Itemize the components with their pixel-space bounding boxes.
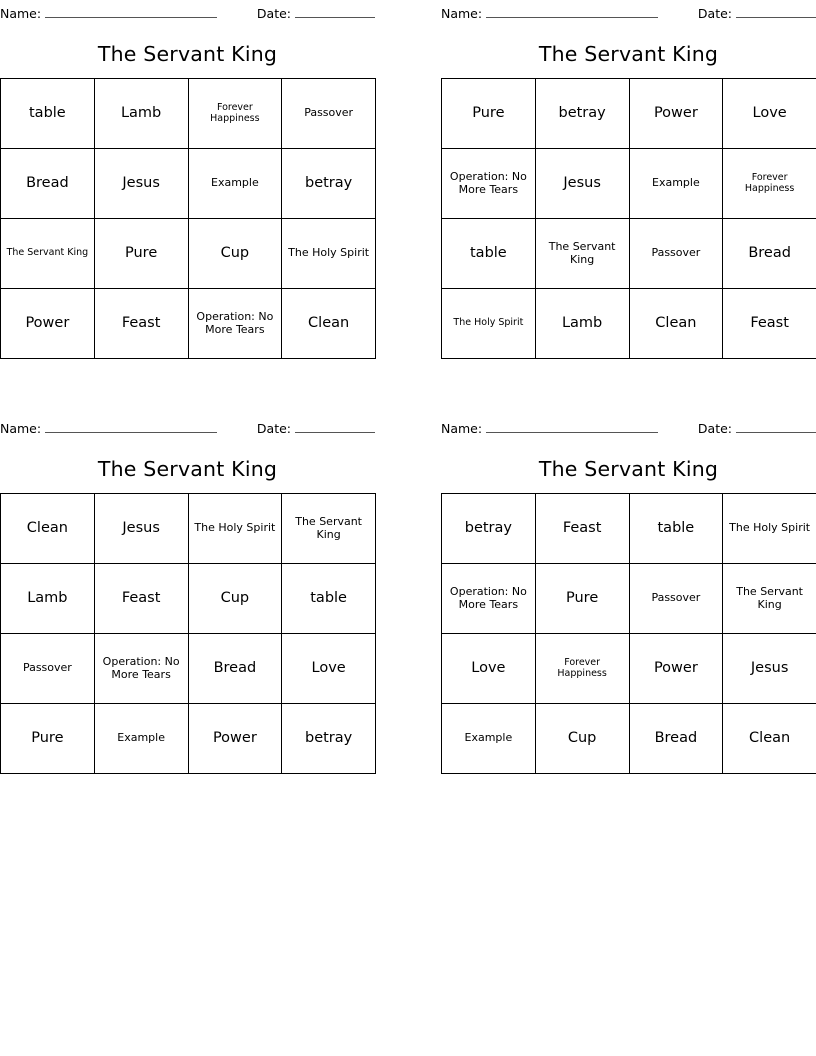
bingo-cell[interactable]: Bread — [188, 634, 282, 704]
date-field[interactable] — [257, 6, 375, 21]
name-label: Name: — [0, 6, 42, 21]
bingo-cell[interactable]: Pure — [535, 564, 629, 634]
bingo-cell[interactable]: Lamb — [1, 564, 95, 634]
bingo-row — [442, 219, 816, 289]
name-write-line[interactable] — [45, 6, 217, 18]
bingo-cell[interactable]: Pure — [442, 79, 536, 149]
bingo-cell[interactable]: The Holy Spirit — [282, 219, 376, 289]
name-label: Name: — [441, 6, 483, 21]
bingo-cell[interactable]: Operation: No More Tears — [94, 634, 188, 704]
bingo-cell[interactable]: Love — [282, 634, 376, 704]
bingo-cell[interactable]: Power — [629, 634, 723, 704]
bingo-cell[interactable]: Bread — [723, 219, 816, 289]
bingo-cell[interactable]: Jesus — [94, 149, 188, 219]
bingo-cell[interactable]: Cup — [535, 704, 629, 774]
bingo-grid — [0, 78, 376, 359]
bingo-cell[interactable]: The Holy Spirit — [442, 289, 536, 359]
name-label: Name: — [441, 421, 483, 436]
date-label: Date: — [697, 6, 732, 21]
bingo-row — [1, 289, 376, 359]
card-title: The Servant King — [538, 42, 719, 66]
bingo-cell[interactable]: The Servant King — [282, 494, 376, 564]
date-field[interactable] — [257, 421, 375, 436]
bingo-cell[interactable]: Clean — [629, 289, 723, 359]
bingo-card — [0, 415, 408, 774]
bingo-cell[interactable]: Power — [629, 79, 723, 149]
bingo-cell[interactable]: table — [282, 564, 376, 634]
bingo-cell[interactable]: Pure — [94, 219, 188, 289]
bingo-cell[interactable]: table — [1, 79, 95, 149]
bingo-cell[interactable]: Feast — [94, 564, 188, 634]
bingo-cell[interactable]: Jesus — [723, 634, 816, 704]
bingo-row — [1, 494, 376, 564]
bingo-cell[interactable]: The Holy Spirit — [188, 494, 282, 564]
date-field[interactable] — [698, 421, 816, 436]
bingo-cell[interactable]: The Holy Spirit — [723, 494, 816, 564]
bingo-cell[interactable]: Lamb — [535, 289, 629, 359]
bingo-cell[interactable]: Example — [629, 149, 723, 219]
bingo-cell[interactable]: betray — [282, 704, 376, 774]
bingo-row — [1, 149, 376, 219]
card-title: The Servant King — [97, 457, 278, 481]
bingo-cell[interactable]: Forever Happiness — [723, 149, 816, 219]
bingo-cell[interactable]: Clean — [1, 494, 95, 564]
bingo-cell[interactable]: Pure — [1, 704, 95, 774]
bingo-cell[interactable]: Passover — [282, 79, 376, 149]
bingo-row — [442, 289, 816, 359]
name-write-line[interactable] — [486, 6, 658, 18]
bingo-cell[interactable]: Clean — [282, 289, 376, 359]
bingo-cell[interactable]: Jesus — [94, 494, 188, 564]
date-label: Date: — [256, 6, 291, 21]
bingo-card — [408, 415, 816, 774]
name-field[interactable] — [441, 421, 658, 436]
bingo-cell[interactable]: Feast — [535, 494, 629, 564]
bingo-cell[interactable]: Operation: No More Tears — [188, 289, 282, 359]
bingo-cell[interactable]: Power — [1, 289, 95, 359]
date-label: Date: — [256, 421, 291, 436]
bingo-row — [1, 634, 376, 704]
name-field[interactable] — [0, 6, 217, 21]
bingo-cell[interactable]: Passover — [629, 564, 723, 634]
bingo-row — [442, 79, 816, 149]
bingo-cell[interactable]: The Servant King — [535, 219, 629, 289]
name-write-line[interactable] — [45, 421, 217, 433]
bingo-cell[interactable]: The Servant King — [1, 219, 95, 289]
bingo-card — [0, 0, 408, 359]
bingo-cell[interactable]: Love — [723, 79, 816, 149]
date-write-line[interactable] — [736, 421, 816, 433]
bingo-row — [1, 79, 376, 149]
bingo-cell[interactable]: Forever Happiness — [535, 634, 629, 704]
name-field[interactable] — [0, 421, 217, 436]
bingo-cell[interactable]: Cup — [188, 219, 282, 289]
bingo-row — [1, 564, 376, 634]
bingo-grid — [0, 493, 376, 774]
bingo-cell[interactable]: Power — [188, 704, 282, 774]
bingo-cell[interactable]: Example — [188, 149, 282, 219]
bingo-row — [1, 704, 376, 774]
bingo-row — [442, 704, 816, 774]
date-write-line[interactable] — [736, 6, 816, 18]
bingo-cell[interactable]: betray — [535, 79, 629, 149]
bingo-cell[interactable]: Forever Happiness — [188, 79, 282, 149]
bingo-cell[interactable]: The Servant King — [723, 564, 816, 634]
date-label: Date: — [697, 421, 732, 436]
bingo-cell[interactable]: Lamb — [94, 79, 188, 149]
bingo-cell[interactable]: table — [629, 494, 723, 564]
bingo-cell[interactable]: Operation: No More Tears — [442, 149, 536, 219]
bingo-row — [442, 564, 816, 634]
bingo-cell[interactable]: table — [442, 219, 536, 289]
student-info-row — [441, 0, 816, 21]
bingo-cell[interactable]: Example — [94, 704, 188, 774]
bingo-cell[interactable]: Love — [442, 634, 536, 704]
bingo-cell[interactable]: Jesus — [535, 149, 629, 219]
name-write-line[interactable] — [486, 421, 658, 433]
card-title: The Servant King — [538, 457, 719, 481]
name-field[interactable] — [441, 6, 658, 21]
bingo-cell[interactable]: betray — [282, 149, 376, 219]
bingo-cell[interactable]: Operation: No More Tears — [442, 564, 536, 634]
bingo-grid — [441, 78, 816, 359]
card-row-spacer — [0, 359, 816, 415]
bingo-row — [442, 494, 816, 564]
name-label: Name: — [0, 421, 42, 436]
bingo-cell[interactable]: Cup — [188, 564, 282, 634]
date-write-line[interactable] — [295, 421, 375, 433]
date-field[interactable] — [698, 6, 816, 21]
bingo-cell[interactable]: Passover — [1, 634, 95, 704]
student-info-row — [0, 0, 375, 21]
bingo-row — [1, 219, 376, 289]
bingo-row — [442, 149, 816, 219]
bingo-cell[interactable]: Passover — [629, 219, 723, 289]
bingo-card — [408, 0, 816, 359]
bingo-cell[interactable]: Bread — [1, 149, 95, 219]
bingo-cell[interactable]: Example — [442, 704, 536, 774]
bingo-cell[interactable]: Clean — [723, 704, 816, 774]
bingo-cell[interactable]: Feast — [723, 289, 816, 359]
student-info-row — [0, 415, 375, 436]
card-title: The Servant King — [97, 42, 278, 66]
bingo-cell[interactable]: Bread — [629, 704, 723, 774]
student-info-row — [441, 415, 816, 436]
date-write-line[interactable] — [295, 6, 375, 18]
bingo-row — [442, 634, 816, 704]
bingo-cell[interactable]: betray — [442, 494, 536, 564]
bingo-cell[interactable]: Feast — [94, 289, 188, 359]
bingo-grid — [441, 493, 816, 774]
